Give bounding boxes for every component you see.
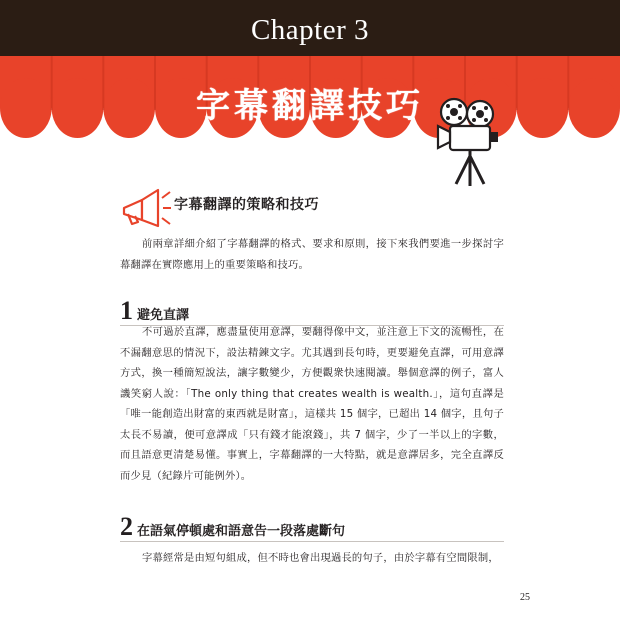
film-camera-icon (436, 96, 514, 188)
subsection-body-1: 不可過於直譯，應盡量使用意譯，要翻得像中文，並注意上下文的流暢性，在不漏翻意思的情況下，設法精鍊文字。尤其遇到長句時，更要避免直譯，可用意譯方式，換一種簡短說法，讓字數變少，方便觀衆快速閱讀。舉個意譯的例子，富人譏笑窮人說：「The only thing that creates wealth is wealth.」，這句直譯是「唯一能創造出財富的東西就是財富」，這樣共 15 個字，已超出 14 個字，且句子太長不易讀，便可意譯成「只有錢才能滾錢」，共 7 個字，少了一半以上的字數，而且語意更清楚易懂。事實上，字幕翻譯的一大特點，就是意譯居多，完全直譯反而少見（紀錄片可能例外）。 (120, 326, 504, 482)
megaphone-icon (118, 186, 172, 228)
intro-paragraph: 前兩章詳細介紹了字幕翻譯的格式、要求和原則，接下來我們要進一步探討字幕翻譯在實際應用上的重要策略和技巧。 (120, 238, 504, 271)
subsection-number: 1 (120, 296, 133, 325)
subsection-title: 避免直譯 (137, 308, 190, 323)
section-heading: 字幕翻譯的策略和技巧 (174, 197, 319, 213)
chapter-label: Chapter 3 (250, 14, 370, 46)
subsection-heading-2 (120, 512, 345, 542)
subsection-title: 在語氣停頓處和語意告一段落處斷句 (137, 524, 346, 539)
subsection-body-2: 字幕經常是由短句組成，但不時也會出現過長的句子，由於字幕有空間限制， (142, 552, 499, 564)
subsection-number: 2 (120, 512, 133, 541)
page-number: 25 (520, 592, 530, 603)
chapter-title: 字幕翻譯技巧 (196, 86, 424, 126)
divider (120, 541, 504, 542)
